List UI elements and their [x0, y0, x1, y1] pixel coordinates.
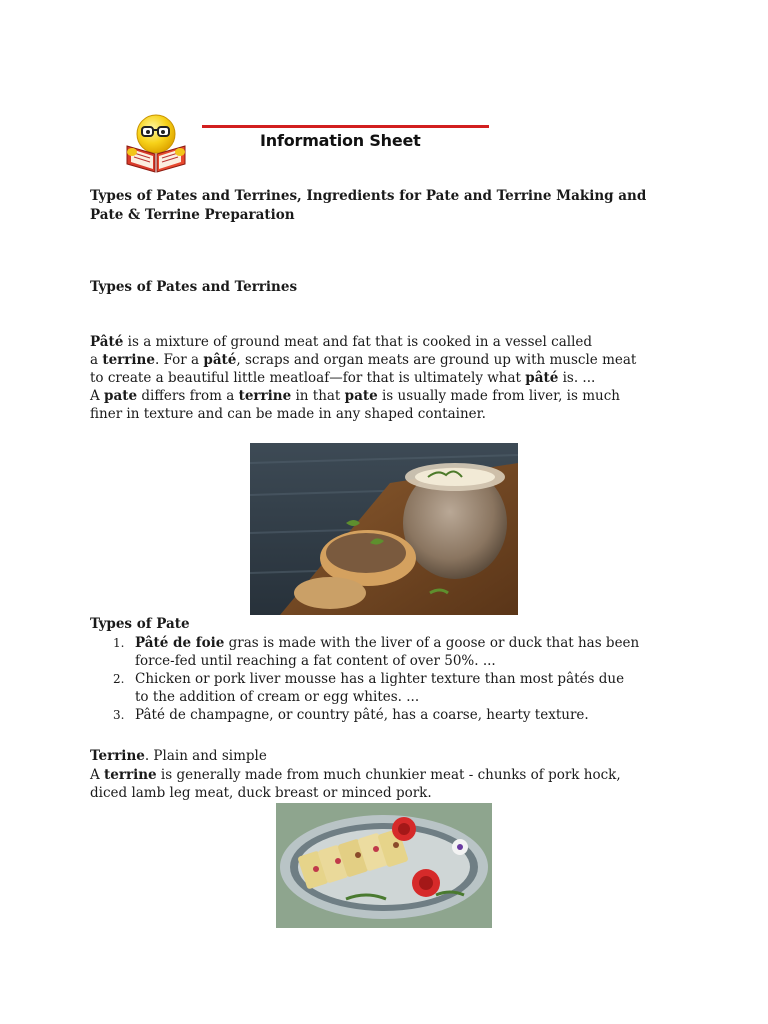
paragraph-line [90, 387, 710, 405]
paragraph-line [90, 351, 710, 369]
bold-term: pâté [203, 352, 237, 368]
list-line: to the addition of cream or egg whites. ... [135, 689, 420, 705]
terrine-paragraph [90, 766, 710, 802]
paragraph-line: finer in texture and can be made in any shaped container. [90, 406, 486, 422]
text-run: . For a [154, 352, 204, 368]
text-run: is. ... [558, 370, 596, 386]
bold-term: terrine [238, 388, 292, 404]
list-item [90, 706, 690, 724]
pate-jar-photo [250, 443, 518, 615]
text-run: is usually made from liver, is much [377, 388, 620, 404]
list-number: 2. [113, 672, 125, 686]
bold-term: Pâté [90, 334, 124, 350]
reading-smiley-icon [122, 112, 190, 176]
types-of-pate-list [90, 634, 690, 724]
paragraph-line [90, 766, 710, 784]
text-run: is a mixture of ground meat and fat that is cooked in a vessel called [123, 334, 593, 350]
bold-term: pâté [525, 370, 559, 386]
paragraph-line [90, 333, 710, 351]
bold-term: pate [344, 388, 378, 404]
text-run: gras is made with the liver of a goose or duck that has been [224, 635, 640, 651]
types-of-pate-heading: Types of Pate [90, 616, 190, 632]
terrine-platter-photo [276, 803, 492, 928]
text-run: A [90, 767, 105, 783]
list-line: Chicken or pork liver mousse has a lighter texture than most pâtés due [135, 671, 625, 687]
list-line: Pâté de champagne, or country pâté, has a coarse, hearty texture. [135, 707, 589, 723]
subtitle-line: Pate & Terrine Preparation [90, 207, 295, 223]
bold-term: Terrine [90, 748, 145, 764]
terrine-heading [90, 747, 710, 765]
text-run: A [90, 388, 105, 404]
subtitle-line: Types of Pates and Terrines, Ingredients for Pate and Terrine Making and [90, 188, 647, 204]
bold-term: Pâté de foie [135, 635, 225, 651]
sheet-title: Information Sheet [260, 131, 421, 150]
list-line: force-fed until reaching a fat content of over 50%. ... [135, 653, 496, 669]
section-heading-types: Types of Pates and Terrines [90, 279, 298, 295]
bold-term: terrine [102, 352, 155, 368]
paragraph-line [90, 369, 710, 387]
header-rule [202, 125, 489, 128]
list-item [90, 634, 690, 670]
list-number: 1. [113, 636, 125, 650]
bold-term: pate [104, 388, 138, 404]
document-subtitle [90, 187, 690, 225]
text-run: to create a beautiful little meatloaf—for that is ultimately what [90, 370, 526, 386]
text-run: in that [291, 388, 345, 404]
text-run: a [90, 352, 103, 368]
list-line [135, 634, 690, 652]
text-run: , scraps and organ meats are ground up with muscle meat [236, 352, 637, 368]
list-item [90, 670, 690, 706]
text-run: differs from a [137, 388, 239, 404]
text-run: . Plain and simple [144, 748, 267, 764]
list-number: 3. [113, 708, 125, 722]
paragraph-line: diced lamb leg meat, duck breast or minced pork. [90, 785, 432, 801]
text-run: is generally made from much chunkier meat - chunks of pork hock, [156, 767, 621, 783]
bold-term: terrine [104, 767, 157, 783]
pate-paragraph [90, 333, 710, 423]
